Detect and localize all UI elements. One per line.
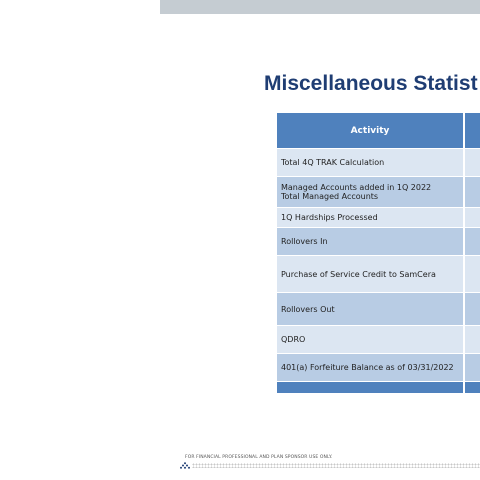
table-row — [277, 292, 480, 325]
activity-cell — [277, 256, 465, 292]
table-header-row — [277, 113, 480, 148]
activity-cell — [277, 228, 465, 255]
footer-dotted-rule — [192, 463, 480, 468]
activity-cell — [277, 326, 465, 353]
table-body — [277, 148, 480, 381]
top-banner-bar — [160, 0, 480, 14]
page-title: Miscellaneous Statist — [264, 72, 478, 95]
company-logo-icon — [180, 462, 190, 469]
value-cell — [465, 326, 480, 353]
activity-cell — [277, 293, 465, 325]
table-row — [277, 255, 480, 292]
activity-label: 401(a) Forfeiture Balance as of 03/31/2022 — [281, 363, 454, 372]
table-row — [277, 353, 480, 381]
activity-cell — [277, 149, 465, 176]
table-row — [277, 325, 480, 353]
value-cell — [465, 177, 480, 207]
value-cell — [465, 354, 480, 381]
table-row — [277, 207, 480, 227]
value-cell — [465, 208, 480, 227]
table-row — [277, 227, 480, 255]
activity-column-header: Activity — [277, 113, 465, 148]
footer-disclaimer: FOR FINANCIAL PROFESSIONAL AND PLAN SPONSOR USE ONLY. — [185, 455, 333, 460]
value-cell — [465, 256, 480, 292]
activity-cell — [277, 354, 465, 381]
table-row — [277, 148, 480, 176]
activity-label: Purchase of Service Credit to SamCera — [281, 269, 436, 279]
value-cell — [465, 293, 480, 325]
activity-label: Total Managed Accounts — [281, 192, 379, 201]
table-footer-row — [277, 381, 480, 393]
value-cell — [465, 228, 480, 255]
statistics-table — [277, 113, 480, 393]
activity-label: Managed Accounts added in 1Q 2022 — [281, 183, 432, 192]
activity-label: 1Q Hardships Processed — [281, 213, 378, 222]
activity-cell — [277, 208, 465, 227]
table-row — [277, 176, 480, 207]
activity-label: Rollovers Out — [281, 304, 335, 314]
activity-label: Total 4Q TRAK Calculation — [281, 158, 385, 167]
activity-label: QDRO — [281, 335, 306, 344]
value-cell — [465, 149, 480, 176]
activity-label: Rollovers In — [281, 237, 328, 246]
activity-cell — [277, 177, 465, 207]
value-column-header — [465, 113, 480, 148]
